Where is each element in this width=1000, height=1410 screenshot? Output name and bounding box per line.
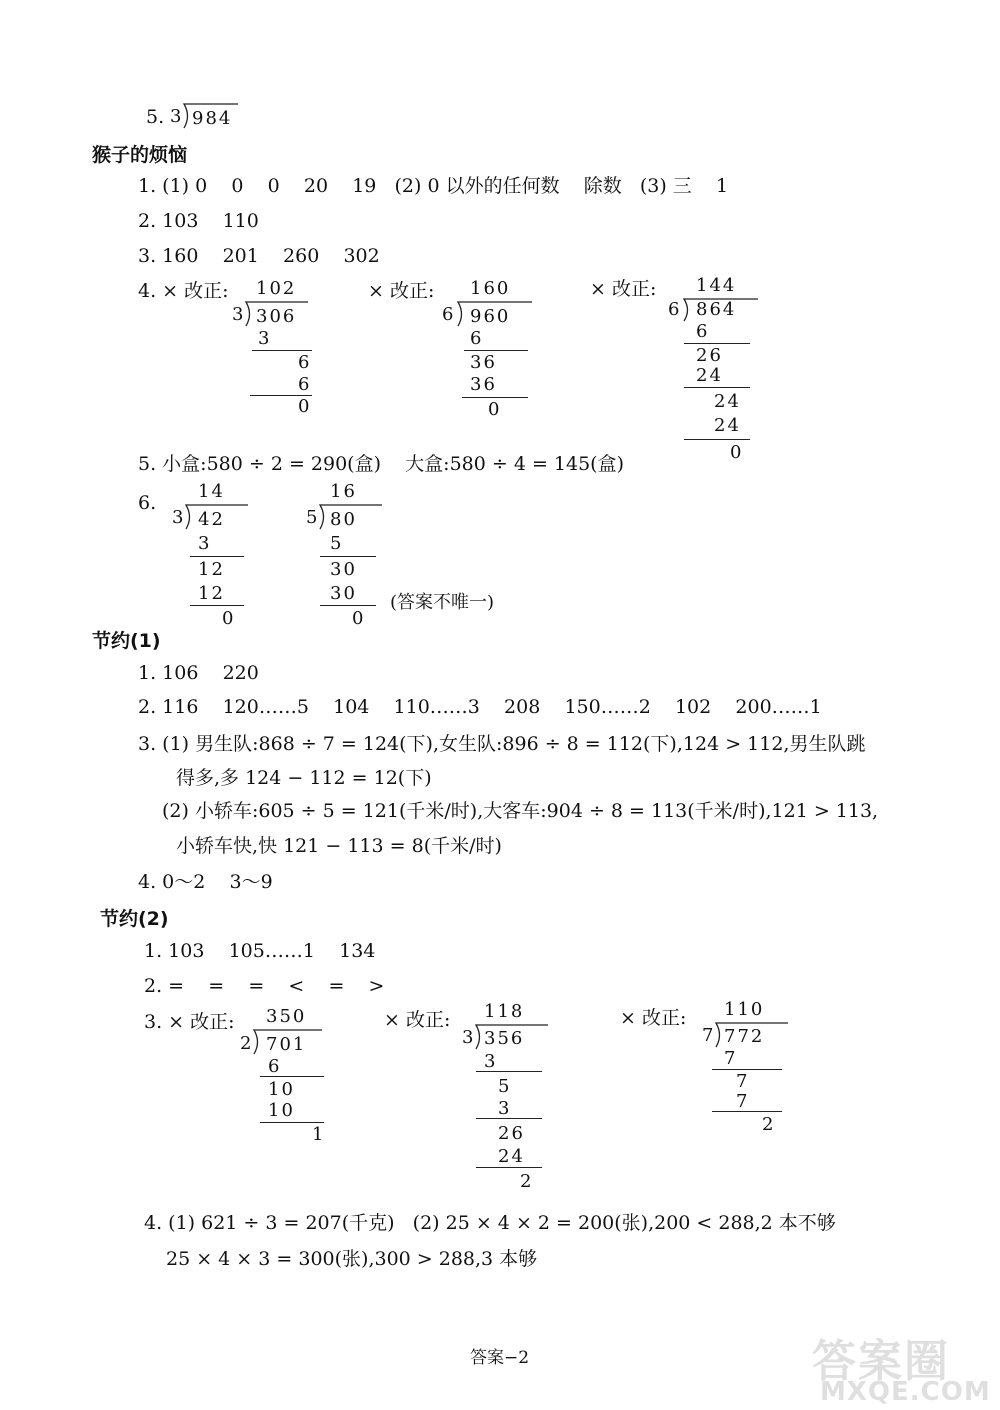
- quotient: 118: [484, 1001, 525, 1022]
- step: 24: [714, 391, 741, 412]
- quotient: 144: [696, 275, 737, 296]
- s2-line-3b: 得多,多 124 − 112 = 12(下): [176, 767, 432, 789]
- step: 3: [258, 328, 272, 349]
- divisor: 6: [442, 304, 456, 325]
- dividend: 80: [330, 509, 357, 530]
- s2-line-3c: (2) 小轿车:605 ÷ 5 = 121(千米/时),大客车:904 ÷ 8 = 113(千米/时),121 > 113,: [162, 800, 879, 822]
- s2-line-4: 4. 0～2 3～9: [138, 871, 273, 893]
- s1-line-6-number: 6.: [138, 492, 157, 514]
- step: 3: [484, 1051, 498, 1072]
- step: 5: [498, 1076, 512, 1097]
- step: 10: [268, 1100, 295, 1121]
- rule: [320, 556, 376, 557]
- remainder: 2: [762, 1114, 776, 1135]
- rule: [476, 1071, 542, 1072]
- step: 30: [330, 559, 357, 580]
- divisor: 3: [232, 304, 246, 325]
- s1-correction-label-2: × 改正:: [368, 280, 435, 302]
- s1-line-4-prefix: 4. × 改正:: [138, 280, 229, 302]
- rule: [476, 1167, 542, 1168]
- watermark-bottom-text: MXQE.COM: [820, 1377, 991, 1407]
- s3-line-2: 2. = = = < = >: [144, 975, 385, 997]
- watermark-top-text: 答案圈: [812, 1336, 950, 1387]
- section-title-monkey: 猴子的烦恼: [92, 144, 188, 166]
- rule: [252, 350, 312, 351]
- dividend: 984: [192, 108, 233, 129]
- rule: [320, 605, 376, 606]
- remainder: 1: [312, 1124, 326, 1145]
- quotient: 350: [266, 1006, 307, 1027]
- step: 7: [724, 1048, 738, 1069]
- rule: [712, 1111, 782, 1112]
- step: 3: [198, 533, 212, 554]
- rule: [684, 343, 750, 344]
- dividend: 306: [256, 306, 297, 327]
- remainder: 0: [730, 442, 744, 463]
- s1-correction-label-3: × 改正:: [590, 278, 657, 300]
- step: 12: [198, 559, 225, 580]
- step: 7: [736, 1071, 750, 1092]
- remainder: 0: [488, 399, 502, 420]
- rule: [684, 387, 750, 388]
- rule: [190, 556, 244, 557]
- s1-line-5: 5. 小盒:580 ÷ 2 = 290(盒) 大盒:580 ÷ 4 = 145(盒): [138, 453, 625, 475]
- s2-line-3a: 3. (1) 男生队:868 ÷ 7 = 124(下),女生队:896 ÷ 8 = 112(下),124 > 112,男生队跳: [138, 733, 866, 755]
- s3-line-4a: 4. (1) 621 ÷ 3 = 207(千克) (2) 25 × 4 × 2 = 200(张),200 < 288,2 本不够: [144, 1212, 836, 1234]
- rule: [464, 350, 528, 351]
- dividend: 42: [198, 509, 225, 530]
- divisor: 6: [668, 299, 682, 320]
- divisor: 3: [172, 507, 186, 528]
- s1-line-1: 1. (1) 0 0 0 20 19 (2) 0 以外的任何数 除数 (3) 三 1: [138, 175, 729, 197]
- rule: [476, 1118, 542, 1119]
- dividend: 772: [724, 1026, 765, 1047]
- s3-line-3-prefix: 3. × 改正:: [144, 1011, 235, 1033]
- step: 7: [736, 1091, 750, 1112]
- watermark-logo: [812, 1325, 1000, 1407]
- s3-correction-label-2: × 改正:: [384, 1009, 451, 1031]
- quotient: 160: [470, 278, 511, 299]
- divisor: 5: [306, 507, 320, 528]
- step: 24: [696, 365, 723, 386]
- dividend: 864: [696, 299, 737, 320]
- rule: [684, 439, 750, 440]
- step: 24: [498, 1146, 525, 1167]
- step: 6: [298, 352, 312, 373]
- s2-line-3d: 小轿车快,快 121 − 113 = 8(千米/时): [176, 835, 502, 857]
- s2-line-1: 1. 106 220: [138, 662, 259, 684]
- step: 6: [298, 374, 312, 395]
- s3-line-4b: 25 × 4 × 3 = 300(张),300 > 288,3 本够: [166, 1248, 538, 1270]
- divisor: 7: [702, 1025, 716, 1046]
- section-title-save-2: 节约(2): [100, 908, 169, 930]
- step: 24: [714, 415, 741, 436]
- rule: [190, 605, 244, 606]
- rule: [462, 397, 528, 398]
- step: 5: [330, 533, 344, 554]
- section-title-save-1: 节约(1): [92, 630, 161, 652]
- quotient: 102: [256, 278, 297, 299]
- dividend: 356: [484, 1028, 525, 1049]
- note-not-unique: (答案不唯一): [390, 592, 495, 613]
- page-footer: 答案−2: [470, 1348, 530, 1368]
- remainder: 0: [298, 396, 312, 417]
- step: 12: [198, 583, 225, 604]
- quotient: 14: [198, 481, 225, 502]
- quotient: 110: [724, 999, 765, 1020]
- remainder: 0: [222, 608, 236, 629]
- step: 26: [498, 1123, 525, 1144]
- s1-line-3: 3. 160 201 260 302: [138, 245, 380, 267]
- divisor: 3: [170, 106, 184, 127]
- step: 26: [696, 345, 723, 366]
- dividend: 701: [266, 1034, 307, 1055]
- step: 36: [470, 374, 497, 395]
- s1-line-2: 2. 103 110: [138, 210, 259, 232]
- divisor: 2: [240, 1033, 254, 1054]
- remainder: 2: [520, 1171, 534, 1192]
- divisor: 3: [462, 1027, 476, 1048]
- step: 36: [470, 352, 497, 373]
- quotient: 16: [330, 481, 357, 502]
- rule: [260, 1076, 324, 1077]
- step: 6: [268, 1056, 282, 1077]
- remainder: 0: [352, 608, 366, 629]
- s2-line-2: 2. 116 120……5 104 110……3 208 150……2 102 200……1: [138, 696, 822, 718]
- step: 30: [330, 583, 357, 604]
- s3-line-1: 1. 103 105……1 134: [144, 940, 376, 962]
- step: 6: [470, 328, 484, 349]
- s3-correction-label-3: × 改正:: [620, 1007, 687, 1029]
- step: 10: [268, 1079, 295, 1100]
- step: 6: [696, 321, 710, 342]
- rule: [712, 1069, 782, 1070]
- rule: [260, 1122, 324, 1123]
- dividend: 960: [470, 306, 511, 327]
- step: 3: [498, 1098, 512, 1119]
- item-5-number: 5.: [146, 106, 165, 128]
